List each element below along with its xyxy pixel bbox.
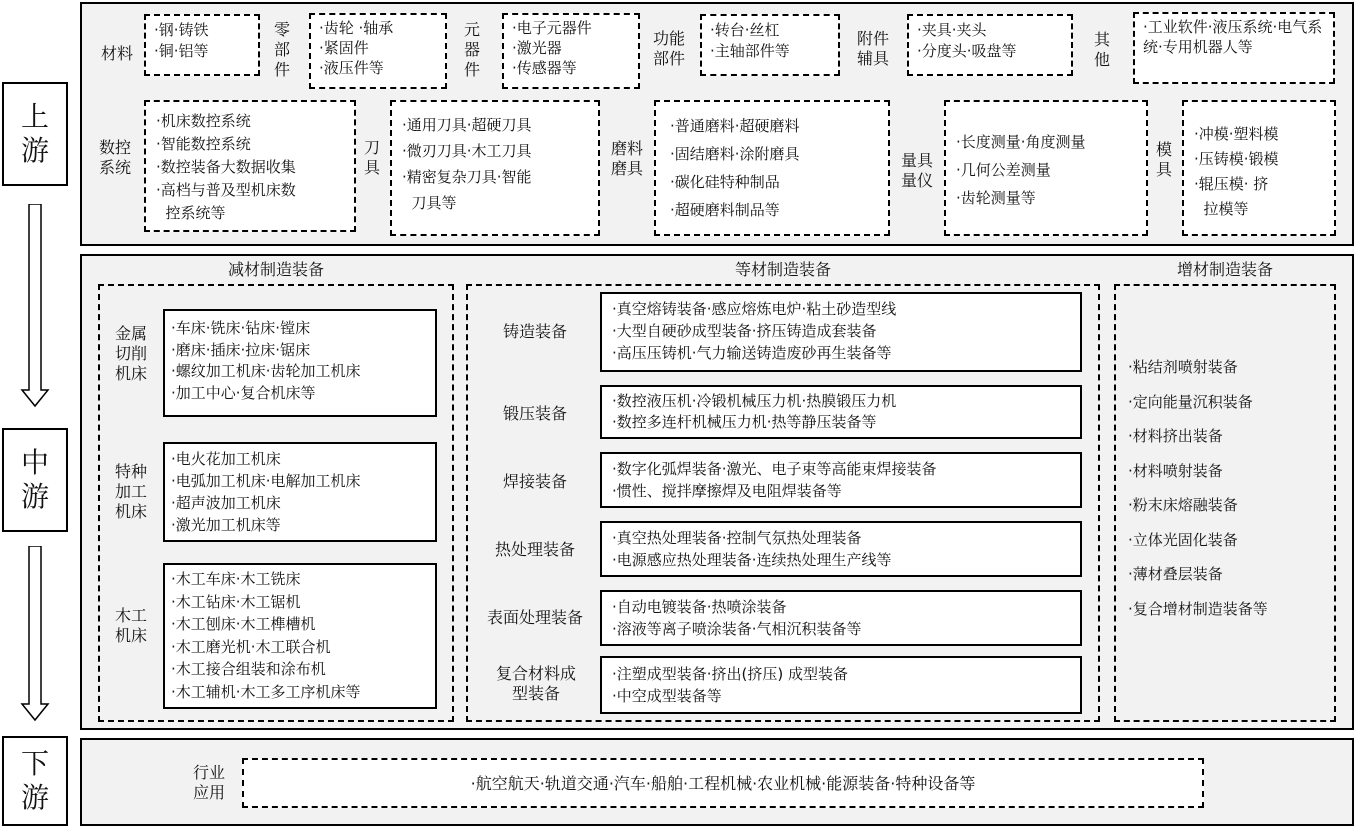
group-label: 焊接装备 [502, 472, 567, 491]
list-item: ·电子元器件 [512, 19, 592, 37]
list-item: 刀具等 [402, 194, 457, 212]
list-item: ·分度头·吸盘等 [917, 42, 1017, 60]
group-box [600, 452, 1082, 508]
list-item: ·加工中心·复合机床等 [171, 383, 316, 402]
category-box [654, 100, 890, 236]
down-arrow-icon [20, 204, 50, 410]
list-item: ·固结磨料·涂附磨具 [670, 145, 800, 163]
stage-downstream [2, 736, 68, 826]
list-item: ·真空熔铸装备·感应熔炼电炉·粘土砂造型线 [612, 300, 897, 318]
category-box [700, 14, 840, 76]
stage-upstream-label: 上游 [20, 100, 49, 167]
category-box [1182, 100, 1336, 236]
list-item: ·真空热处理装备·控制气氛热处理装备 [612, 529, 862, 547]
category-box [944, 100, 1148, 236]
category-box [144, 14, 260, 76]
list-item: ·齿轮测量等 [956, 189, 1036, 207]
list-item: ·木工辅机·木工多工序机床等 [171, 682, 361, 701]
list-item: ·电弧加工机床·电解加工机床 [171, 472, 361, 490]
list-item: ·车床·铣床·钻床·镗床 [171, 319, 311, 337]
stage-midstream-label: 中游 [20, 446, 49, 513]
list-item: ·机床数控系统 [156, 112, 251, 130]
category-label: 材料 [100, 44, 133, 63]
list-item: ·精密复杂刀具·智能 [402, 168, 532, 186]
category-box [309, 13, 447, 89]
group-box [163, 309, 437, 417]
group-label: 特种加工机床 [114, 462, 147, 521]
list-item: ·辊压模· 挤 [1194, 175, 1269, 193]
section-title-additive: 增材制造装备 [1176, 260, 1273, 279]
list-item: ·超硬磨料制品等 [670, 201, 780, 219]
category-box [502, 13, 640, 89]
list-item: ·碳化硅特种制品 [670, 173, 780, 191]
category-label: 元器件 [463, 20, 480, 79]
category-label: 其他 [1093, 30, 1110, 69]
list-item: ·齿轮 ·轴承 [319, 19, 394, 37]
list-item: ·传感器等 [512, 59, 577, 77]
list-item: ·大型自硬砂成型装备·挤压铸造成套装备 [612, 322, 877, 340]
category-label: 数控系统 [98, 138, 131, 177]
group-box [600, 521, 1082, 577]
list-item: ·木工刨床·木工榫槽机 [171, 615, 316, 633]
category-box [144, 100, 356, 232]
category-label: 量具量仪 [900, 151, 933, 190]
category-box [390, 100, 600, 236]
downstream-box [242, 758, 1204, 808]
list-item: ·粘结剂喷射装备 [1128, 358, 1238, 376]
group-box [600, 385, 1082, 439]
group-label: 金属切削机床 [114, 324, 147, 383]
group-box [600, 292, 1082, 372]
group-box [163, 563, 437, 709]
list-item: ·电火花加工机床 [171, 450, 281, 468]
list-item: ·液压件等 [319, 59, 384, 77]
list-item: ·木工接合组装和涂布机 [171, 660, 326, 678]
list-item: 拉模等 [1194, 200, 1249, 218]
list-item: ·材料挤出装备 [1128, 427, 1223, 445]
category-box [907, 14, 1073, 76]
list-item: ·通用刀具·超硬刀具 [402, 116, 532, 134]
list-item: ·压铸模·锻模 [1194, 150, 1279, 168]
list-item: ·数字化弧焊装备·激光、电子束等高能束焊接装备 [612, 460, 937, 478]
list-item: ·超声波加工机床 [171, 494, 281, 512]
list-item: ·微刃刀具·木工刀具 [402, 142, 532, 160]
group-label: 铸造装备 [502, 322, 567, 341]
list-item: ·高档与普及型机床数 [156, 181, 296, 199]
category-label: 附件辅具 [856, 29, 889, 68]
list-item: ·惯性、搅拌摩擦焊及电阻焊装备等 [612, 482, 842, 500]
group-label: 表面处理装备 [486, 608, 583, 627]
list-item: ·木工车床·木工铣床 [171, 570, 301, 588]
list-item: ·铜·铝等 [154, 42, 209, 60]
group-label: 热处理装备 [494, 540, 575, 559]
list-item: ·冲模·塑料模 [1194, 125, 1279, 143]
list-item: ·激光加工机床等 [171, 516, 281, 534]
list-item: ·木工磨光机·木工联合机 [171, 637, 331, 656]
category-label: 刀具 [363, 138, 380, 177]
stage-midstream [2, 428, 68, 532]
list-item: ·自动电镀装备·热喷涂装备 [612, 598, 787, 616]
list-item: ·立体光固化装备 [1128, 530, 1238, 549]
list-item: ·夹具·夹头 [917, 21, 987, 39]
group-label: 木工机床 [114, 606, 147, 645]
category-label: 功能部件 [652, 29, 685, 68]
list-item: ·智能数控系统 [156, 135, 251, 153]
down-arrow-icon [20, 546, 50, 724]
list-item: ·几何公差测量 [956, 161, 1051, 179]
list-item: ·磨床·插床·拉床·锯床 [171, 340, 311, 359]
group-box [600, 656, 1082, 714]
section-title-equal: 等材制造装备 [734, 260, 831, 279]
list-item: ·粉末床熔融装备 [1128, 496, 1238, 514]
list-item: ·注塑成型装备·挤出(挤压) 成型装备 [612, 665, 849, 683]
downstream-items: ·航空航天·轨道交通·汽车·船舶·工程机械·农业机械·能源装备·特种设备等 [470, 773, 976, 793]
downstream-label: 行业应用 [192, 763, 225, 802]
list-item: ·激光器 [512, 39, 562, 57]
group-box [600, 590, 1082, 646]
additive-section [1114, 284, 1336, 722]
list-item: ·主轴部件等 [710, 42, 790, 60]
group-label: 复合材料成型装备 [495, 664, 576, 703]
list-item: ·长度测量·角度测量 [956, 133, 1086, 151]
list-item: 控系统等 [156, 204, 226, 222]
category-label: 模具 [1155, 140, 1172, 179]
list-item: ·木工钻床·木工锯机 [171, 592, 301, 611]
list-item: ·普通磨料·超硬磨料 [670, 117, 800, 135]
list-item: ·螺纹加工机床·齿轮加工机床 [171, 362, 361, 380]
list-item: ·复合增材制造装备等 [1128, 599, 1268, 618]
list-item: ·数控装备大数据收集 [156, 158, 296, 176]
category-label: 零部件 [273, 20, 290, 79]
group-label: 锻压装备 [502, 404, 567, 423]
section-title-subtractive: 减材制造装备 [227, 260, 324, 279]
list-item: ·材料喷射装备 [1128, 461, 1223, 480]
list-item: ·电源感应热处理装备·连续热处理生产线等 [612, 551, 892, 569]
category-box [1133, 12, 1335, 84]
list-item: ·薄材叠层装备 [1128, 565, 1223, 583]
list-item: ·紧固件 [319, 39, 369, 57]
list-item: ·工业软件·液压系统·电气系统·专用机器人等 [1143, 18, 1323, 56]
list-item: ·转台·丝杠 [710, 21, 780, 39]
stage-downstream-label: 下游 [20, 747, 49, 814]
list-item: ·数控多连杆机械压力机·热等静压装备等 [612, 413, 877, 431]
list-item: ·溶液等离子喷涂装备·气相沉积装备等 [612, 620, 862, 638]
list-item: ·数控液压机·冷锻机械压力机·热膜锻压力机 [612, 392, 897, 410]
list-item: ·高压压铸机·气力输送铸造废砂再生装备等 [612, 344, 892, 362]
stage-upstream [2, 82, 68, 186]
list-item: ·钢·铸铁 [154, 21, 209, 39]
category-label: 磨料磨具 [610, 139, 643, 178]
list-item: ·中空成型装备等 [612, 687, 722, 705]
list-item: ·定向能量沉积装备 [1128, 392, 1253, 411]
group-box [163, 442, 437, 542]
